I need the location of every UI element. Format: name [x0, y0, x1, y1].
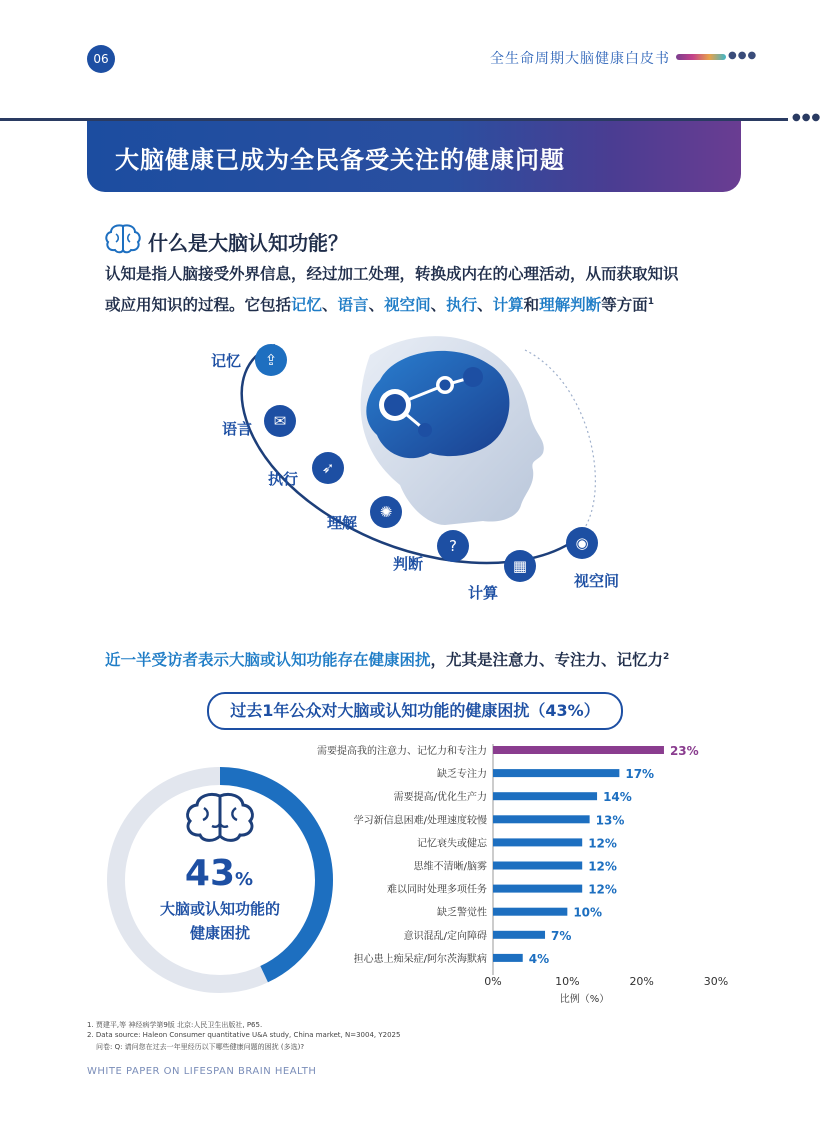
- page-number: 06: [87, 45, 115, 73]
- runner-icon: ➶: [312, 452, 344, 484]
- brain-icon: [188, 794, 253, 840]
- and-text: 和: [523, 296, 540, 315]
- lightbulb-icon: ✺: [370, 496, 402, 528]
- hl-execution: 执行: [446, 296, 478, 315]
- sep: 、: [322, 296, 338, 315]
- x-tick-label: 30%: [703, 975, 729, 988]
- hl-calc: 计算: [492, 296, 524, 315]
- value-label: 12%: [588, 836, 617, 851]
- intro-line2: [105, 288, 735, 319]
- label-judgment: 判断: [393, 555, 424, 573]
- intro-line1: 认知是指人脑接受外界信息，经过加工处理，转换成内在的心理活动，从而获取知识: [105, 265, 679, 283]
- finding-dark: ，尤其是注意力、专注力、记忆力: [430, 651, 664, 669]
- x-tick-label: 0%: [484, 975, 502, 988]
- x-tick-label: 10%: [555, 975, 580, 988]
- bar: [493, 885, 582, 893]
- category-label: 缺乏专注力: [437, 769, 487, 781]
- value-label: 12%: [588, 859, 617, 874]
- bar: [493, 908, 567, 916]
- sep: 、: [368, 296, 385, 315]
- sep: 、: [477, 296, 493, 315]
- label-language: 语言: [222, 420, 253, 438]
- label-execution: 执行: [268, 470, 299, 488]
- value-label: 7%: [551, 928, 572, 943]
- category-label: 学习新信息困难/处理速度较慢: [353, 815, 487, 827]
- ref-2: 2: [663, 651, 670, 662]
- donut-unit: %: [235, 869, 254, 890]
- value-label: 13%: [595, 813, 625, 828]
- section-question: 什么是大脑认知功能？: [148, 231, 348, 255]
- footnote-2: 2. Data source: Haleon Consumer quantitative U&A study, China market, N=3004, Y2025: [87, 1031, 401, 1039]
- hl-spatial: 视空间: [384, 296, 431, 315]
- footnote-1: 1. 贾建平,等 神经病学第9版 北京:人民卫生出版社, P65.: [87, 1021, 263, 1029]
- hl-memory: 记忆: [291, 296, 323, 315]
- x-tick-label: 20%: [629, 975, 654, 988]
- value-label: 12%: [588, 882, 617, 897]
- value-label: 10%: [573, 905, 603, 920]
- bar: [493, 746, 664, 754]
- value-label: 4%: [528, 951, 550, 966]
- donut-number: 43: [184, 853, 236, 894]
- value-label: 14%: [603, 790, 632, 805]
- value-label: 17%: [625, 767, 655, 782]
- sep: 、: [430, 296, 447, 315]
- donut-caption: [140, 897, 300, 945]
- ref-1: 1: [647, 297, 654, 307]
- eye-icon: ◉: [566, 527, 598, 559]
- category-label: 需要提高我的注意力、记忆力和专注力: [317, 746, 487, 757]
- hl-judgment: 理解判断: [539, 296, 602, 315]
- calculator-icon: ▦: [504, 550, 536, 582]
- finding-blue: 近一半受访者表示大脑或认知功能存在健康困扰: [105, 651, 431, 669]
- cloud-upload-icon: ⇪: [255, 344, 287, 376]
- label-understanding: 理解: [327, 514, 358, 532]
- bar: [493, 769, 619, 777]
- category-label: 难以同时处理多项任务: [387, 884, 487, 896]
- x-axis-title: 比例（%）: [559, 994, 610, 1005]
- running-title: 全生命周期大脑健康白皮书: [490, 51, 670, 67]
- chat-bubble-icon: ✉: [264, 405, 296, 437]
- finding-sentence: [105, 648, 669, 670]
- category-label: 意识混乱/定向障碍: [403, 930, 487, 942]
- bar: [493, 815, 590, 823]
- category-label: 缺乏警觉性: [437, 907, 487, 919]
- bar: [493, 792, 597, 800]
- bar: [493, 954, 523, 962]
- category-label: 思维不清晰/脑雾: [413, 861, 487, 873]
- donut-value: [164, 853, 274, 894]
- brain-outline-icon: [103, 222, 143, 254]
- gradient-bar: [676, 54, 726, 60]
- donut-caption-line2: 健康困扰: [189, 924, 250, 942]
- intro-text: 或应用知识的过程。它包括: [105, 296, 292, 315]
- footnote-3: 问卷: Q: 请问您在过去一年里经历以下哪些健康问题的困扰 (多选)?: [96, 1043, 305, 1051]
- label-visuospatial: 视空间: [574, 572, 620, 590]
- hl-language: 语言: [337, 296, 369, 315]
- banner-title: 大脑健康已成为全民备受关注的健康问题: [115, 146, 565, 174]
- question-icon: ?: [437, 530, 469, 562]
- bar: [493, 862, 582, 870]
- label-calculation: 计算: [468, 584, 499, 602]
- bar: [493, 931, 545, 939]
- rule-dots-decoration: ●●●: [792, 112, 822, 123]
- donut-caption-line1: 大脑或认知功能的: [159, 900, 280, 918]
- category-label: 记忆衰失或健忘: [417, 838, 487, 850]
- intro-paragraph: [105, 260, 735, 319]
- intro-end: 等方面: [601, 296, 648, 315]
- bar-chart: [290, 738, 750, 1010]
- category-label: 担心患上痴呆症/阿尔茨海默病: [353, 953, 487, 965]
- value-label: 23%: [669, 744, 699, 758]
- label-memory: 记忆: [211, 352, 242, 370]
- chart-title: 过去1年公众对大脑或认知功能的健康困扰（43%）: [207, 692, 623, 730]
- category-label: 需要提高/优化生产力: [393, 792, 487, 804]
- bar: [493, 838, 582, 846]
- dots-decoration: ●●●: [728, 50, 758, 61]
- footer-text: WHITE PAPER ON LIFESPAN BRAIN HEALTH: [87, 1066, 317, 1077]
